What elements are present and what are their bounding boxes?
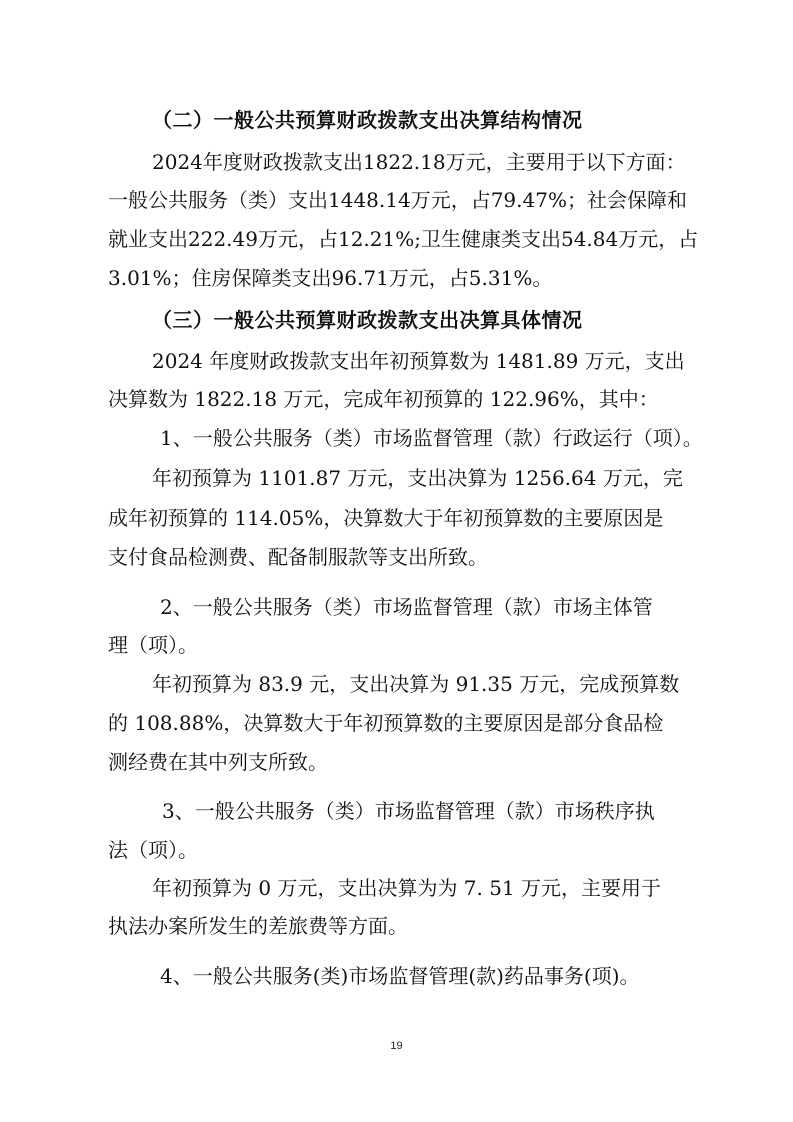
section-3-heading: （三）一般公共预算财政拨款支出决算具体情况 bbox=[152, 308, 583, 332]
item-2-title: 2、一般公共服务（类）市场监督管理（款）市场主体管 bbox=[160, 595, 653, 619]
item-4-title: 4、一般公共服务(类)市场监督管理(款)药品事务(项)。 bbox=[160, 964, 640, 988]
item-1-body-line: 支付食品检测费、配备制服款等支出所致。 bbox=[108, 545, 488, 569]
section-2-paragraph-line: 3.01%；住房保障类支出96.71万元，占5.31%。 bbox=[108, 266, 553, 290]
section-2-heading: （二）一般公共预算财政拨款支出决算结构情况 bbox=[152, 108, 583, 132]
section-2-paragraph-line: 2024年度财政拨款支出1822.18万元，主要用于以下方面： bbox=[152, 150, 686, 174]
page-number: 19 bbox=[390, 1040, 403, 1052]
item-3-body-line: 执法办案所发生的差旅费等方面。 bbox=[108, 914, 408, 938]
item-2-title: 理（项）。 bbox=[108, 633, 198, 657]
item-3-title: 法（项）。 bbox=[108, 838, 198, 862]
item-1-body-line: 成年初预算的 114.05%，决算数大于年初预算数的主要原因是 bbox=[108, 506, 664, 530]
section-2-paragraph-line: 就业支出222.49万元，占12.21%;卫生健康类支出54.84万元，占 bbox=[108, 227, 699, 251]
item-1-body-line: 年初预算为 1101.87 万元，支出决算为 1256.64 万元，完 bbox=[152, 466, 683, 490]
item-3-title: 3、一般公共服务（类）市场监督管理（款）市场秩序执 bbox=[162, 799, 655, 823]
section-2-paragraph-line: 一般公共服务（类）支出1448.14万元，占79.47%；社会保障和 bbox=[108, 188, 687, 212]
item-1-title: 1、一般公共服务（类）市场监督管理（款）行政运行（项）。 bbox=[160, 426, 703, 450]
section-3-intro-line: 2024 年度财政拨款支出年初预算数为 1481.89 万元，支出 bbox=[152, 349, 685, 373]
section-3-intro-line: 决算数为 1822.18 万元，完成年初预算的 122.96%，其中： bbox=[108, 387, 659, 411]
item-2-body-line: 年初预算为 83.9 元，支出决算为 91.35 万元，完成预算数 bbox=[152, 672, 680, 696]
item-2-body-line: 的 108.88%，决算数大于年初预算数的主要原因是部分食品检 bbox=[108, 711, 664, 735]
item-3-body-line: 年初预算为 0 万元，支出决算为为 7. 51 万元，主要用于 bbox=[152, 876, 662, 900]
item-2-body-line: 测经费在其中列支所致。 bbox=[108, 750, 328, 774]
